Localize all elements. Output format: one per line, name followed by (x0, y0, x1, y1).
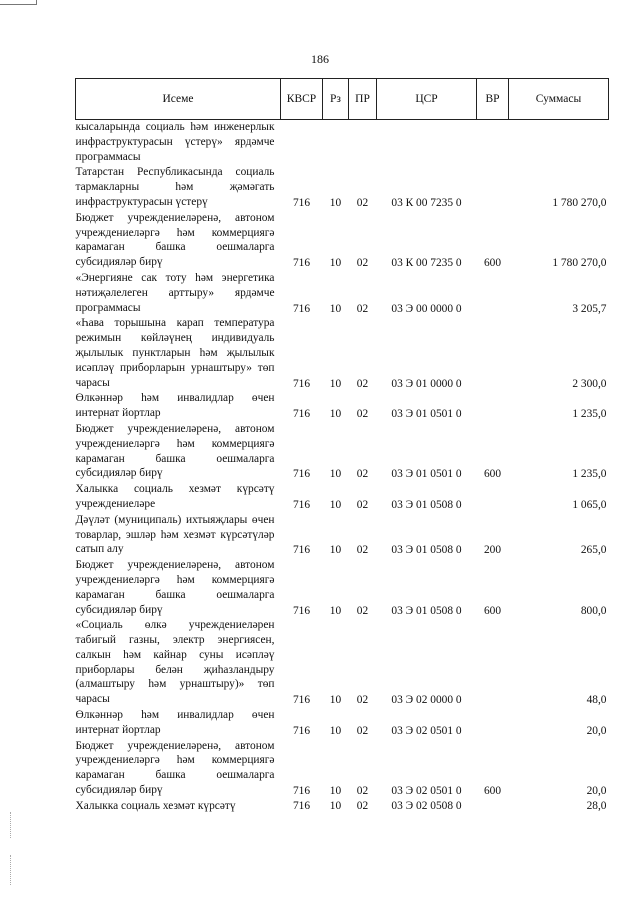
cell-csr: 03 Э 02 0501 0 (391, 724, 462, 737)
cell-rz: 10 (329, 257, 342, 270)
cell-name: «Энергияне сак тоту һәм энергетика нәтиҗәлелеген арттыру» ярдәмче программасы (75, 271, 275, 314)
cell-kvsr: 716 (292, 694, 311, 707)
cell-pr: 02 (356, 257, 369, 270)
cell-name: «Социаль өлкә учреждениеләрен табигый газны, электр энергиясен, салкын һәм кайнар суны исәпләү приборлары белән җиһазландыру (алмаштыру һәм урнаштыру)» төп чарасы (75, 619, 275, 706)
table-row (76, 271, 609, 316)
cell-kvsr: 716 (292, 468, 311, 481)
cell-sum: 1 235,0 (572, 468, 607, 481)
cell-sum (509, 120, 609, 166)
cell-pr (349, 120, 377, 166)
cell-rz: 10 (329, 799, 342, 812)
table-row (76, 482, 609, 513)
table-row (76, 316, 609, 391)
cell-vr: 600 (483, 257, 502, 270)
cell-rz: 10 (329, 724, 342, 737)
cell-rz: 10 (329, 468, 342, 481)
cell-vr: 200 (483, 544, 502, 557)
cell-kvsr: 716 (292, 544, 311, 557)
cell-csr: 03 Э 01 0000 0 (391, 377, 462, 390)
cell-vr: 600 (483, 604, 502, 617)
table-row (76, 165, 609, 210)
cell-sum: 1 780 270,0 (552, 196, 607, 209)
cell-name: Өлкәннәр һәм инвалидлар өчен интернат йортлар (75, 392, 275, 420)
cell-rz: 10 (329, 377, 342, 390)
cell-kvsr: 716 (292, 785, 311, 798)
table-row (76, 618, 609, 708)
cell-name: «Һава торышына карап температура режимын көйләүнең индивидуаль җылылык пунктларын һәм җылылык исәпләү приборларын урнаштыру» төп чарасы (75, 317, 275, 389)
table-row (76, 799, 609, 814)
column-header-csr: ЦСР (377, 79, 477, 120)
cell-pr: 02 (356, 694, 369, 707)
cell-sum: 265,0 (580, 544, 607, 557)
cell-rz: 10 (329, 544, 342, 557)
column-header-sum: Суммасы (509, 79, 609, 120)
column-header-rz: Рз (323, 79, 349, 120)
table-row (76, 120, 609, 166)
cell-pr: 02 (356, 498, 369, 511)
cell-sum: 3 205,7 (572, 302, 607, 315)
cell-name: Дәүләт (муниципаль) ихтыяҗлары өчен товарлар, эшләр һәм хезмәт күрсәтүләр сатып алу (75, 513, 275, 556)
cell-sum: 1 780 270,0 (552, 257, 607, 270)
table-row (76, 513, 609, 558)
cell-vr (477, 708, 509, 739)
table-row (76, 739, 609, 799)
cell-name: кысаларында социаль һәм инженерлык инфраструктурасын үстерү» ярдәмче программасы (75, 121, 275, 163)
cell-csr: 03 К 00 7235 0 (391, 196, 462, 209)
cell-csr: 03 Э 01 0501 0 (391, 408, 462, 421)
cell-pr: 02 (356, 799, 369, 812)
cell-sum: 20,0 (586, 785, 607, 798)
cell-rz: 10 (329, 785, 342, 798)
cell-name: Халыкка социаль хезмәт күрсәтү учреждениеләре (75, 483, 275, 510)
cell-sum: 28,0 (586, 799, 607, 812)
cell-pr: 02 (356, 468, 369, 481)
table-header-row (76, 79, 609, 120)
cell-kvsr: 716 (292, 377, 311, 390)
cell-csr: 03 Э 02 0000 0 (391, 694, 462, 707)
cell-kvsr: 716 (292, 302, 311, 315)
cell-pr: 02 (356, 377, 369, 390)
table-row (76, 708, 609, 739)
cell-rz: 10 (329, 408, 342, 421)
cell-name: Бюджет учреждениеләренә, автоном учреждениеләргә һәм коммерциягә карамаган башка оешмаларга субсидияләр бирү (75, 739, 275, 797)
cell-sum: 20,0 (586, 724, 607, 737)
cell-rz: 10 (329, 604, 342, 617)
cell-pr: 02 (356, 724, 369, 737)
scan-margin-mark (10, 855, 12, 885)
cell-rz: 10 (329, 694, 342, 707)
cell-pr: 02 (356, 196, 369, 209)
cell-name: Бюджет учреждениеләренә, автоном учреждениеләргә һәм коммерциягә карамаган башка оешмаларга субсидияләр бирү (75, 211, 275, 269)
cell-vr: 600 (483, 785, 502, 798)
cell-rz: 10 (329, 196, 342, 209)
cell-name: Бюджет учреждениеләренә, автоном учреждениеләргә һәм коммерциягә карамаган башка оешмаларга субсидияләр бирү (75, 422, 275, 480)
cell-csr: 03 Э 01 0508 0 (391, 604, 462, 617)
column-header-vr: ВР (477, 79, 509, 120)
cell-vr: 600 (483, 468, 502, 481)
cell-name: Бюджет учреждениеләренә, автоном учреждениеләргә һәм коммерциягә карамаган башка оешмаларга субсидияләр бирү (75, 559, 275, 616)
cell-vr (477, 618, 509, 708)
cell-vr (477, 482, 509, 513)
cell-vr (477, 799, 509, 814)
cell-kvsr: 716 (292, 498, 311, 511)
cell-vr (477, 391, 509, 422)
cell-kvsr: 716 (292, 408, 311, 421)
cell-sum: 1 065,0 (572, 498, 607, 511)
cell-kvsr: 716 (292, 799, 311, 812)
cell-pr: 02 (356, 785, 369, 798)
cell-sum: 1 235,0 (572, 408, 607, 421)
column-header-name: Исеме (76, 79, 281, 120)
scan-corner-mark (0, 0, 37, 5)
budget-table-container (75, 78, 608, 814)
cell-vr (477, 165, 509, 210)
cell-csr: 03 Э 02 0508 0 (391, 799, 462, 812)
cell-kvsr: 716 (292, 257, 311, 270)
cell-pr: 02 (356, 408, 369, 421)
cell-kvsr: 716 (292, 604, 311, 617)
cell-csr: 03 Э 02 0501 0 (391, 785, 462, 798)
cell-rz: 10 (329, 302, 342, 315)
cell-csr: 03 Э 01 0508 0 (391, 498, 462, 511)
cell-sum: 2 300,0 (572, 377, 607, 390)
cell-kvsr (281, 120, 323, 166)
cell-sum: 48,0 (586, 694, 607, 707)
cell-rz (323, 120, 349, 166)
table-row (76, 422, 609, 482)
cell-csr (377, 120, 477, 166)
cell-kvsr: 716 (292, 724, 311, 737)
table-body (76, 120, 609, 814)
table-row (76, 558, 609, 618)
cell-name: Халыкка социаль хезмәт күрсәтү (75, 799, 236, 812)
page-number: 186 (311, 52, 329, 66)
cell-vr (477, 271, 509, 316)
cell-vr (477, 120, 509, 166)
cell-vr (477, 316, 509, 391)
cell-rz: 10 (329, 498, 342, 511)
cell-csr: 03 К 00 7235 0 (391, 257, 462, 270)
column-header-kvsr: КВСР (281, 79, 323, 120)
cell-name: Өлкәннәр һәм инвалидлар өчен интернат йортлар (75, 709, 275, 736)
budget-table (75, 78, 609, 814)
cell-name: Татарстан Республикасында социаль тармакларны һәм җәмәгать инфраструктурасын үстерү (75, 166, 275, 208)
scan-margin-mark (10, 812, 12, 838)
cell-sum: 800,0 (580, 604, 607, 617)
cell-pr: 02 (356, 544, 369, 557)
column-header-pr: ПР (349, 79, 377, 120)
cell-csr: 03 Э 01 0501 0 (391, 468, 462, 481)
table-row (76, 391, 609, 422)
table-row (76, 211, 609, 271)
cell-csr: 03 Э 00 0000 0 (391, 302, 462, 315)
cell-kvsr: 716 (292, 196, 311, 209)
cell-pr: 02 (356, 604, 369, 617)
cell-csr: 03 Э 01 0508 0 (391, 544, 462, 557)
cell-pr: 02 (356, 302, 369, 315)
